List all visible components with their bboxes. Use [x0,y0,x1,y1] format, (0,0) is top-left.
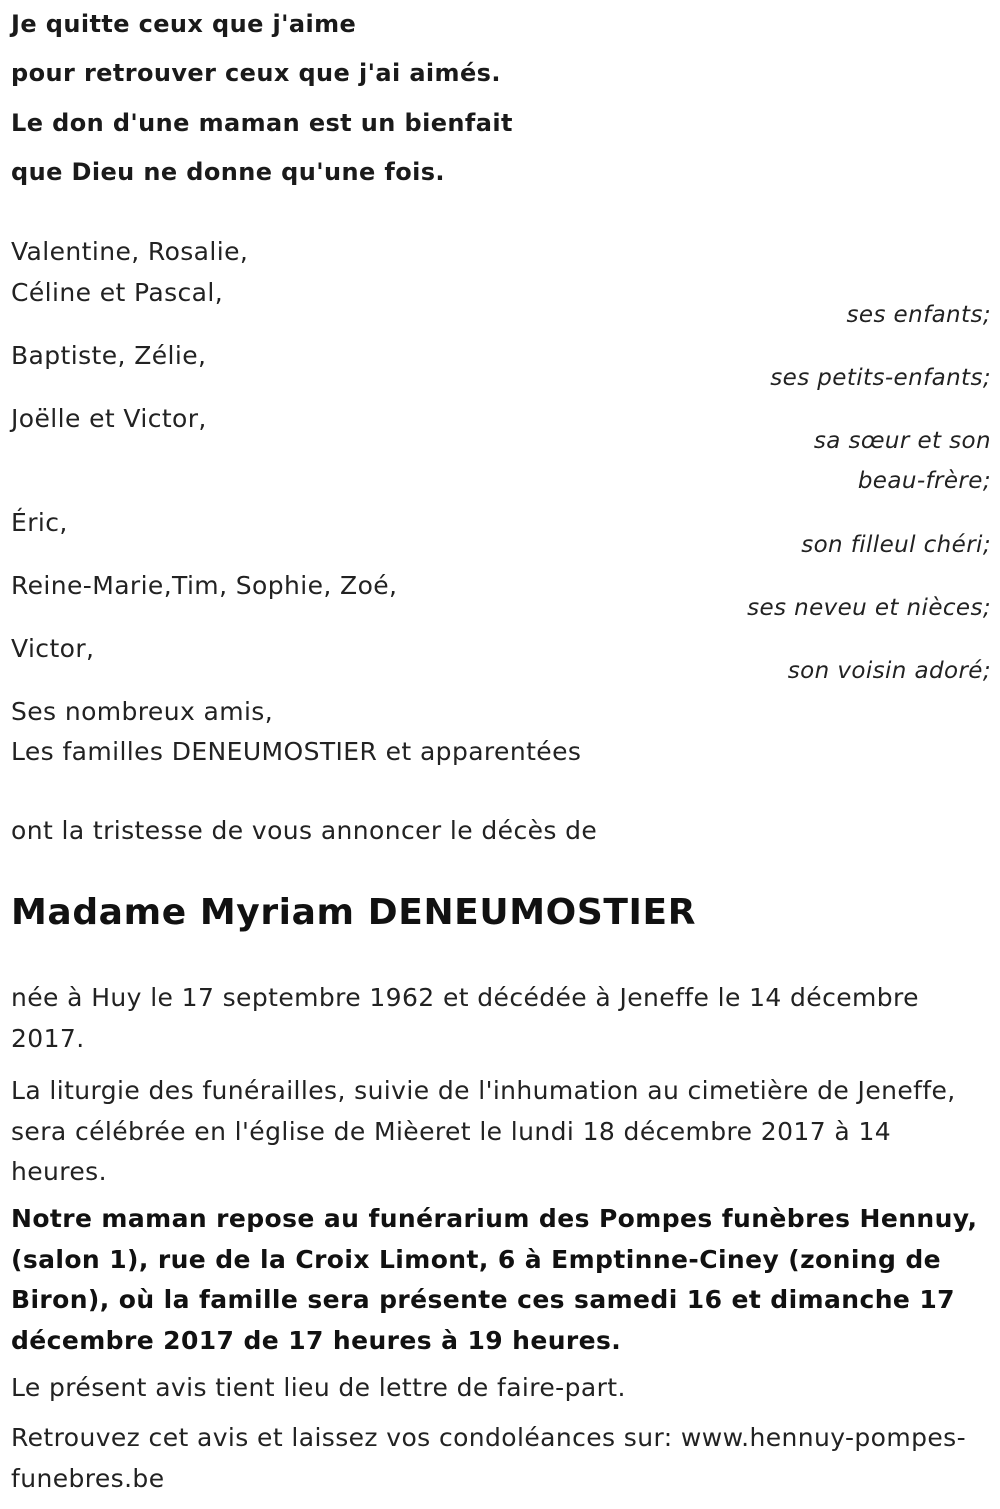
funerarium-paragraph: Notre maman repose au funérarium des Pompes funèbres Hennuy, (salon 1), rue de la Croix Limont, 6 à Emptinne-Ciney (zoning de Biron), où la famille sera présente ces samedi 16 et dimanche 17 décembre 2017 de 17 heures à 19 heures. [11,1204,978,1355]
nephews-names: Reine-Marie,Tim, Sophie, Zoé, [11,571,398,600]
children-names-line-2: Céline et Pascal, [11,278,224,307]
godson-name: Éric, [11,508,68,537]
poem-line-1: Je quitte ceux que j'aime [11,10,357,38]
children-names-line-1: Valentine, Rosalie, [11,237,249,266]
neighbor-role: son voisin adoré; [787,658,991,684]
neighbor-name: Victor, [11,634,95,663]
poem-line-2: pour retrouver ceux que j'ai aimés. [11,59,501,87]
sister-names: Joëlle et Victor, [11,404,207,433]
birth-death-paragraph: née à Huy le 17 septembre 1962 et décédée à Jeneffe le 14 décembre 2017. [11,983,919,1053]
friends-line: Ses nombreux amis, [11,697,274,726]
nephews-role: ses neveu et nièces; [747,595,991,621]
families-line: Les familles DENEUMOSTIER et apparentées [11,737,582,766]
godson-role: son filleul chéri; [801,532,991,558]
poem-line-3: Le don d'une maman est un bienfait [11,109,513,137]
condolences-paragraph: Retrouvez cet avis et laissez vos condoléances sur: www.hennuy-pompes-funebres.be [11,1423,967,1493]
sister-role-line-2: beau-frère; [857,468,991,494]
grandchildren-names: Baptiste, Zélie, [11,341,207,370]
announcement: ont la tristesse de vous annoncer le décès de [11,816,598,845]
sister-role-line-1: sa sœur et son [813,428,991,454]
poem-line-4: que Dieu ne donne qu'une fois. [11,158,445,186]
deceased-name: Madame Myriam DENEUMOSTIER [11,892,697,933]
notice-paragraph: Le présent avis tient lieu de lettre de faire-part. [11,1373,626,1402]
grandchildren-role: ses petits-enfants; [770,365,991,391]
funeral-paragraph: La liturgie des funérailles, suivie de l'inhumation au cimetière de Jeneffe, sera célébrée en l'église de Mièeret le lundi 18 décembre 2017 à 14 heures. [11,1076,956,1186]
children-role: ses enfants; [846,302,991,328]
